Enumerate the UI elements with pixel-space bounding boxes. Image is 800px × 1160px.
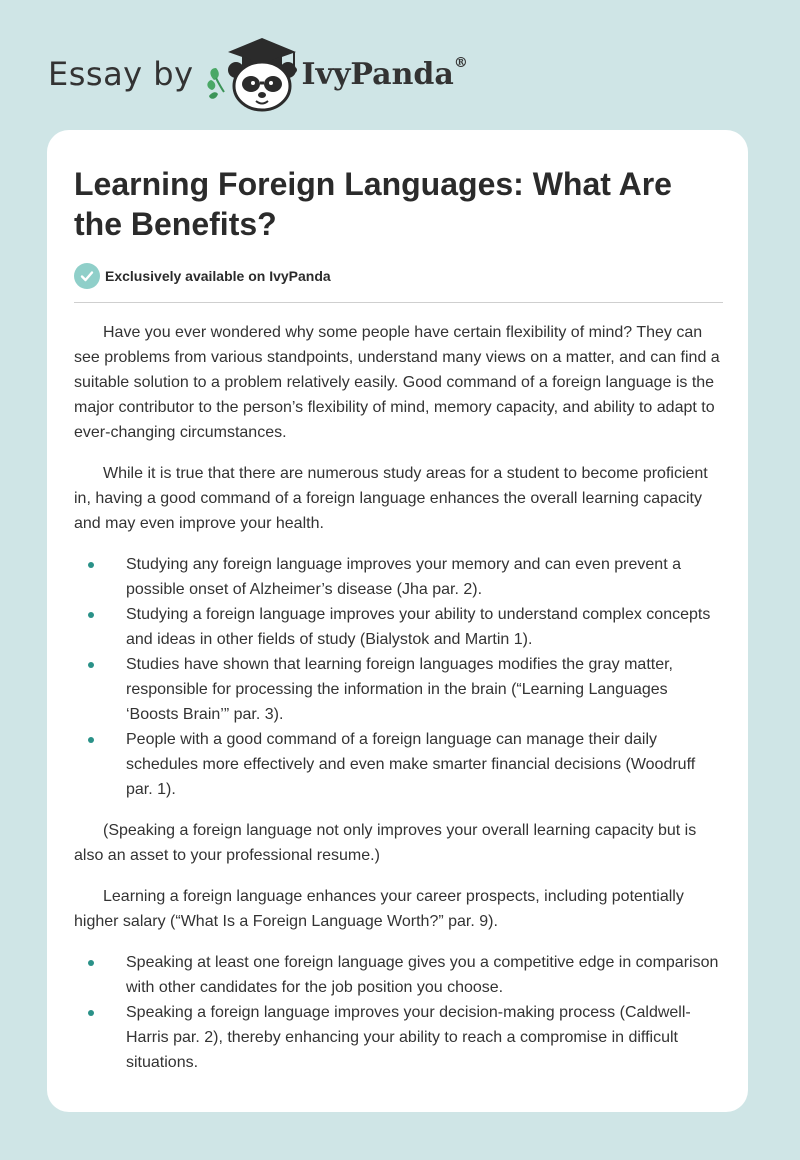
paragraph-1: Have you ever wondered why some people have certain flexibility of mind? They can see problems from various standpoints, understand many views on a matter, and can find a suitable solution to a problem relatively easily. Good command of a foreign language is the major contributor to the person’s flexibility of mind, memory capacity, and ability to adapt to ever-changing circumstances. [74,324,720,441]
list-item: Studying a foreign language improves your ability to understand complex concepts and ideas in other fields of study (Bialystok and Martin 1). [74,602,722,652]
exclusive-label: Exclusively available on IvyPanda [105,268,331,284]
essay-card [47,130,748,1112]
list-item: Speaking a foreign language improves your decision-making process (Caldwell-Harris par. 2), thereby enhancing your ability to reach a compromise in difficult situations. [74,1000,722,1075]
essay-brand-header [48,34,468,114]
bullet-icon [88,612,94,618]
check-circle-icon [74,263,100,289]
exclusive-badge [74,262,722,290]
list-item: People with a good command of a foreign language can manage their daily schedules more effectively and even make smarter financial decisions (Woodruff par. 1). [74,727,722,802]
bullet-icon [88,960,94,966]
bullet-icon [88,1010,94,1016]
paragraph-3: (Speaking a foreign language not only improves your overall learning capacity but is also an asset to your professional resume.) [74,822,697,864]
essay-title: Learning Foreign Languages: What Are the Benefits? [74,166,672,242]
list-item: Speaking at least one foreign language gives you a competitive edge in comparison with other candidates for the job position you choose. [74,950,722,1000]
essay-by-label: Essay by [48,55,194,93]
registered-mark: ® [453,54,468,71]
career-list [74,950,722,1075]
paragraph-4: Learning a foreign language enhances your career prospects, including potentially higher salary (“What Is a Foreign Language Worth?” par. 9). [74,888,684,930]
paragraph-2: While it is true that there are numerous study areas for a student to become proficient in, having a good command of a foreign language enhances the overall learning capacity and may even improve your health. [74,465,708,532]
ivypanda-brand-name[interactable]: IvyPanda® [301,54,468,92]
bullet-icon [88,662,94,668]
list-item: Studies have shown that learning foreign languages modifies the gray matter, responsible for processing the information in the brain (“Learning Languages ‘Boosts Brain’” par. 3). [74,652,722,727]
bullet-icon [88,562,94,568]
panda-graduate-logo-icon[interactable] [206,34,300,114]
bullet-icon [88,737,94,743]
list-item: Studying any foreign language improves your memory and can even prevent a possible onset of Alzheimer’s disease (Jha par. 2). [74,552,722,602]
title-divider [74,302,723,303]
essay-body [74,320,722,1075]
benefits-list [74,552,722,802]
